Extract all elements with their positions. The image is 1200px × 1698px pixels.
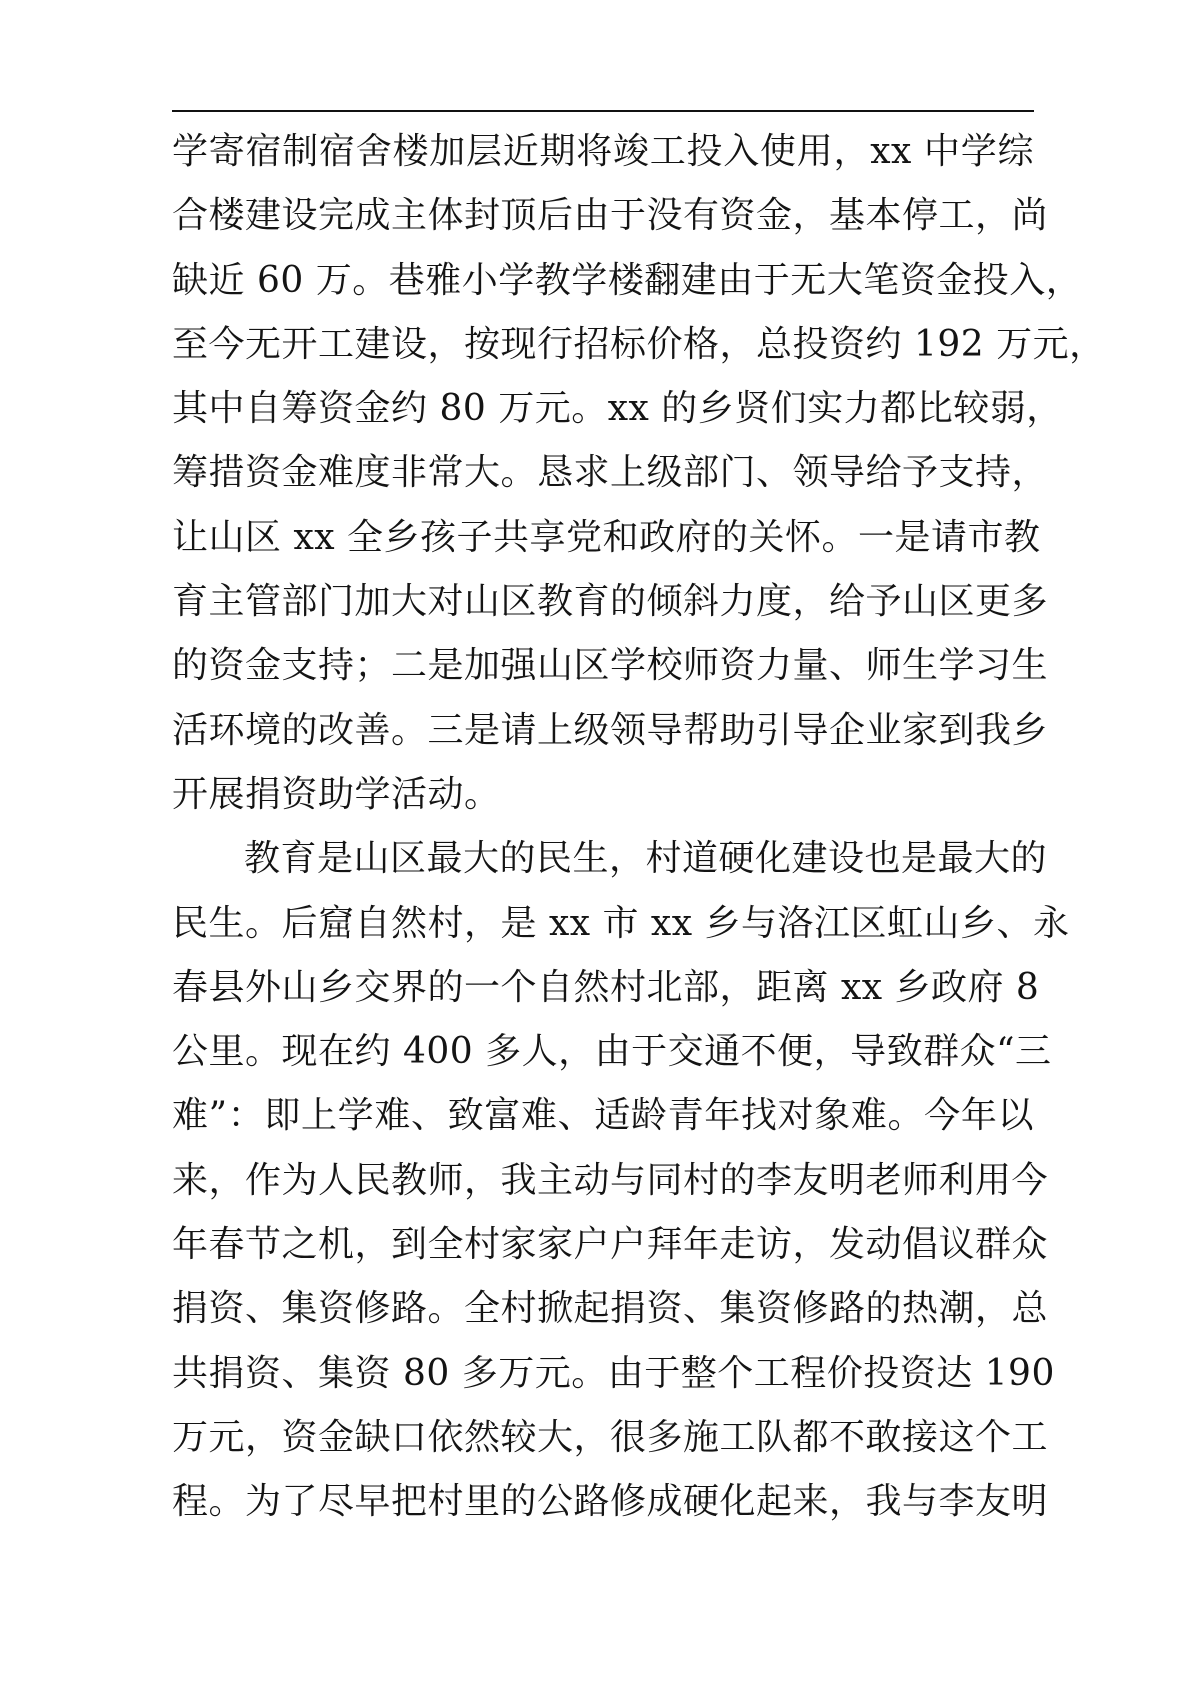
text-line: 公里。现在约 400 多人，由于交通不便，导致群众“三: [172, 1031, 1052, 1073]
text-line: 难”：即上学难、致富难、适龄青年找对象难。今年以: [172, 1095, 1034, 1137]
text-line: 育主管部门加大对山区教育的倾斜力度，给予山区更多: [172, 581, 1049, 623]
text-line: 民生。后窟自然村，是 xx 市 xx 乡与洛江区虹山乡、永: [172, 902, 1070, 944]
text-line: 活环境的改善。三是请上级领导帮助引导企业家到我乡: [172, 709, 1049, 751]
paragraph: [172, 827, 1070, 1534]
text-line: 程。为了尽早把村里的公路修成硬化起来，我与李友明: [172, 1481, 1049, 1523]
text-line: 开展捐资助学活动。: [172, 773, 501, 815]
text-line: 年春节之机，到全村家家户户拜年走访，发动倡议群众: [172, 1224, 1049, 1266]
text-line: 合楼建设完成主体封顶后由于没有资金，基本停工，尚: [172, 195, 1049, 237]
text-line: 来，作为人民教师，我主动与同村的李友明老师利用今: [172, 1159, 1049, 1201]
body-text: [172, 120, 1106, 1535]
text-line: 让山区 xx 全乡孩子共享党和政府的关怀。一是请市教: [172, 516, 1041, 558]
text-line: 共捐资、集资 80 多万元。由于整个工程价投资达 190: [172, 1352, 1055, 1394]
header-rule: [172, 110, 1034, 112]
text-line: 万元，资金缺口依然较大，很多施工队都不敢接这个工: [172, 1416, 1049, 1458]
text-line: 捐资、集资修路。全村掀起捐资、集资修路的热潮，总: [172, 1288, 1049, 1330]
text-line: 教育是山区最大的民生，村道硬化建设也是最大的: [244, 838, 1048, 880]
paragraph: [172, 120, 1106, 827]
text-line: 缺近 60 万。巷雅小学教学楼翻建由于无大笔资金投入，: [172, 259, 1083, 301]
text-line: 其中自筹资金约 80 万元。xx 的乡贤们实力都比较弱，: [172, 388, 1063, 430]
text-line: 春县外山乡交界的一个自然村北部，距离 xx 乡政府 8: [172, 966, 1040, 1008]
text-line: 至今无开工建设，按现行招标价格，总投资约 192 万元，: [172, 323, 1106, 365]
text-line: 的资金支持；二是加强山区学校师资力量、师生学习生: [172, 645, 1049, 687]
text-line: 学寄宿制宿舍楼加层近期将竣工投入使用，xx 中学综: [172, 131, 1034, 172]
text-line: 筹措资金难度非常大。恳求上级部门、领导给予支持，: [172, 452, 1049, 494]
